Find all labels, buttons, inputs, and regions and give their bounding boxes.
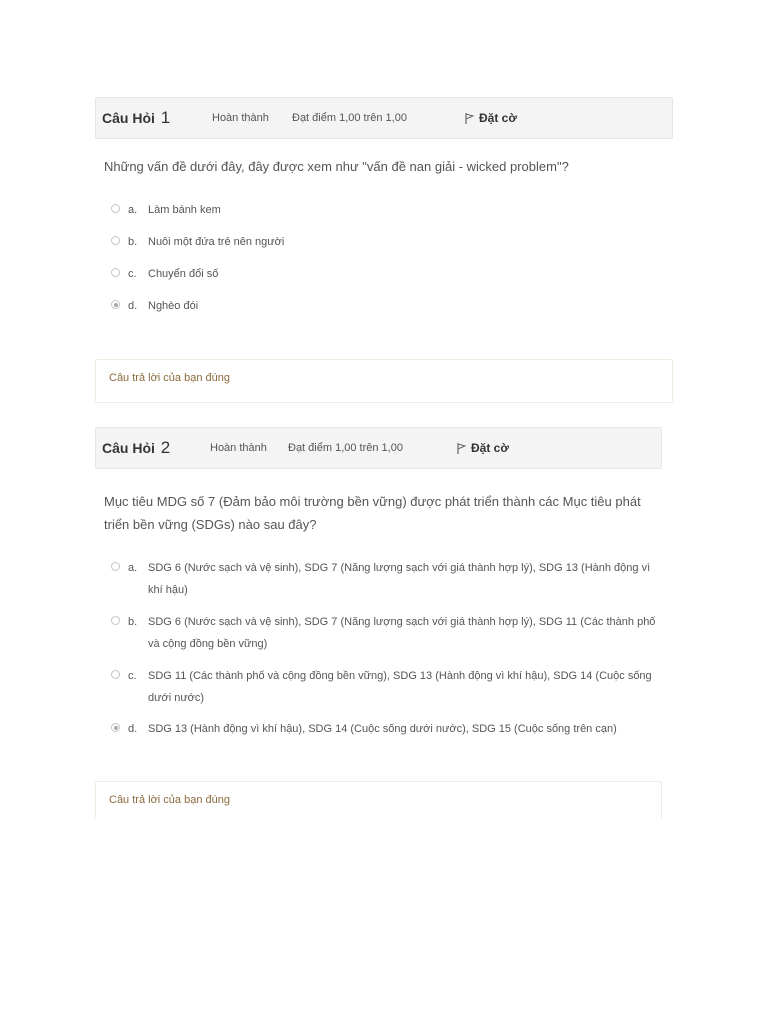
question-1-title [102,108,170,128]
radio-button[interactable] [111,616,120,625]
question-2-header [95,427,662,469]
option-letter: c. [128,268,137,280]
feedback-text: Câu trả lời của bạn đúng [109,794,230,806]
question-number: 1 [160,108,171,127]
option-letter: a. [128,562,138,574]
feedback-text: Câu trả lời của bạn đúng [109,372,230,384]
flag-icon [464,112,475,125]
radio-button[interactable] [111,670,120,679]
radio-button[interactable] [111,268,120,277]
radio-button[interactable] [111,204,120,213]
radio-button-selected[interactable] [111,723,120,732]
question-number: 2 [160,438,171,457]
option-letter: d. [128,300,138,312]
question-grade: Đạt điểm 1,00 trên 1,00 [292,112,407,124]
question-state: Hoàn thành [212,112,269,124]
option-text: Làm bánh kem [148,204,221,216]
option-text: Nghèo đói [148,300,199,312]
radio-button-selected[interactable] [111,300,120,309]
flag-icon [456,442,467,455]
question-state: Hoàn thành [210,442,267,454]
radio-button[interactable] [111,236,120,245]
flag-label: Đặt cờ [479,111,517,125]
question-2-text: Mục tiêu MDG số 7 (Đảm bảo môi trường bền vững) được phát triển thành các Mục tiêu phát triển bền vững (SDGs) nào sau đây? [104,494,641,532]
question-1-header [95,97,673,139]
option-letter: d. [128,723,138,735]
option-text: SDG 6 (Nước sạch và vệ sinh), SDG 7 (Năng lượng sạch với giá thành hợp lý), SDG 11 (Các thành phố và cộng đồng bền vững) [148,616,656,650]
question-1-text: Những vấn đề dưới đây, đây được xem như "vấn đề nan giải - wicked problem"? [104,159,569,174]
option-text: SDG 11 (Các thành phố và cộng đồng bền vững), SDG 13 (Hành động vì khí hậu), SDG 14 (Cuộc sống dưới nước) [148,670,652,704]
option-text: Nuôi một đứa trẻ nên người [148,236,285,248]
question-1-feedback [95,359,673,403]
flag-question-button[interactable] [456,441,509,455]
question-2-title [102,438,170,458]
flag-question-button[interactable] [464,111,517,125]
option-letter: b. [128,616,138,628]
option-text: SDG 6 (Nước sạch và vệ sinh), SDG 7 (Năng lượng sạch với giá thành hợp lý), SDG 13 (Hành động vì khí hậu) [148,562,651,596]
question-grade: Đạt điểm 1,00 trên 1,00 [288,442,403,454]
flag-label: Đặt cờ [471,441,509,455]
question-title-label: Câu Hỏi [102,110,155,126]
radio-button[interactable] [111,562,120,571]
question-2-feedback [95,781,662,819]
option-text: SDG 13 (Hành động vì khí hậu), SDG 14 (Cuộc sống dưới nước), SDG 15 (Cuộc sống trên cạn) [148,723,617,735]
option-letter: b. [128,236,138,248]
option-letter: c. [128,670,137,682]
option-letter: a. [128,204,138,216]
question-title-label: Câu Hỏi [102,440,155,456]
option-text: Chuyển đổi số [148,268,219,280]
